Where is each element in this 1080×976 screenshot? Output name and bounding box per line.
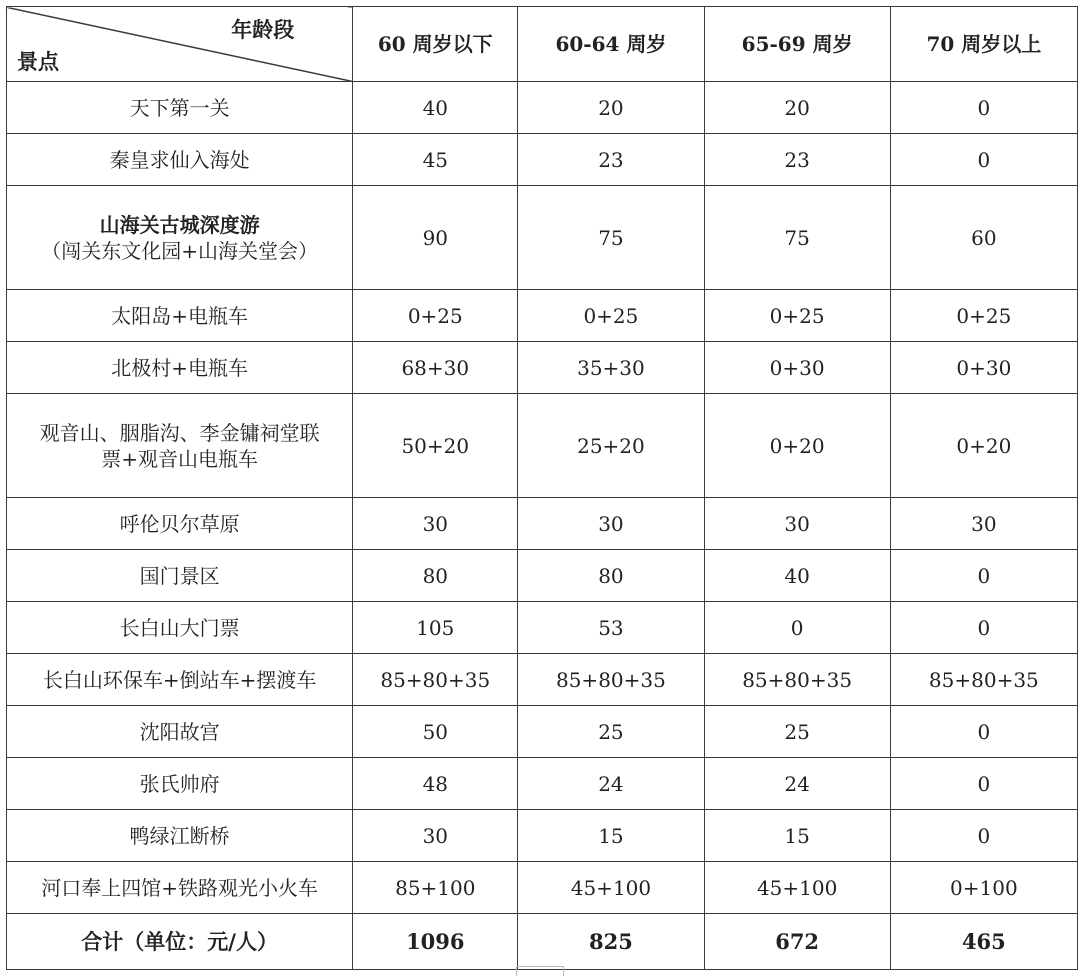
price-cell: 20	[704, 82, 890, 134]
column-header-60-64: 60-64 周岁	[518, 7, 704, 82]
spot-name: 天下第一关	[7, 82, 353, 134]
header-row	[7, 7, 1078, 82]
spot-name: 太阳岛+电瓶车	[7, 290, 353, 342]
price-cell: 45+100	[704, 862, 890, 914]
price-cell: 35+30	[518, 342, 704, 394]
spot-name-line2: 票+观音山电瓶车	[101, 446, 258, 471]
table-row	[7, 862, 1078, 914]
spot-name: 呼伦贝尔草原	[7, 498, 353, 550]
spot-name: 张氏帅府	[7, 758, 353, 810]
price-cell: 68+30	[353, 342, 518, 394]
price-cell: 105	[353, 602, 518, 654]
column-header-over-70: 70 周岁以上	[890, 7, 1077, 82]
price-cell: 53	[518, 602, 704, 654]
total-row	[7, 914, 1078, 970]
price-cell: 85+80+35	[890, 654, 1077, 706]
total-value: 465	[890, 914, 1077, 970]
price-cell: 0	[890, 706, 1077, 758]
table-row	[7, 810, 1078, 862]
price-cell: 0+25	[518, 290, 704, 342]
table-row	[7, 82, 1078, 134]
price-cell: 50+20	[353, 394, 518, 498]
price-cell: 85+80+35	[518, 654, 704, 706]
spot-name: 长白山环保车+倒站车+摆渡车	[7, 654, 353, 706]
price-cell: 0+25	[890, 290, 1077, 342]
table-row	[7, 654, 1078, 706]
age-group-label: 年龄段	[231, 17, 295, 42]
price-cell: 48	[353, 758, 518, 810]
price-cell: 85+80+35	[704, 654, 890, 706]
price-cell: 0	[890, 82, 1077, 134]
spot-name: 鸭绿江断桥	[7, 810, 353, 862]
table-row	[7, 550, 1078, 602]
spot-label: 景点	[17, 49, 59, 74]
price-cell: 75	[704, 186, 890, 290]
price-cell: 90	[353, 186, 518, 290]
spot-name: 北极村+电瓶车	[7, 342, 353, 394]
price-cell: 25	[704, 706, 890, 758]
price-cell: 0	[890, 134, 1077, 186]
price-cell: 75	[518, 186, 704, 290]
price-cell: 0	[704, 602, 890, 654]
spot-name: 国门景区	[7, 550, 353, 602]
price-cell: 0+30	[704, 342, 890, 394]
table-row	[7, 134, 1078, 186]
table-row	[7, 706, 1078, 758]
price-cell: 30	[353, 810, 518, 862]
price-cell: 85+80+35	[353, 654, 518, 706]
diagonal-header-cell	[7, 7, 353, 82]
total-value: 825	[518, 914, 704, 970]
table-row	[7, 342, 1078, 394]
price-cell: 80	[353, 550, 518, 602]
price-cell: 15	[518, 810, 704, 862]
table-row	[7, 498, 1078, 550]
price-cell: 0+20	[890, 394, 1077, 498]
spot-name: 沈阳故宫	[7, 706, 353, 758]
price-cell: 0+100	[890, 862, 1077, 914]
spot-name: 秦皇求仙入海处	[7, 134, 353, 186]
price-cell: 30	[353, 498, 518, 550]
price-cell: 85+100	[353, 862, 518, 914]
price-cell: 0	[890, 602, 1077, 654]
price-cell: 40	[704, 550, 890, 602]
price-cell: 0+30	[890, 342, 1077, 394]
column-header-65-69: 65-69 周岁	[704, 7, 890, 82]
price-cell: 15	[704, 810, 890, 862]
price-cell: 60	[890, 186, 1077, 290]
column-header-under-60: 60 周岁以下	[353, 7, 518, 82]
price-cell: 23	[518, 134, 704, 186]
price-cell: 80	[518, 550, 704, 602]
price-cell: 25+20	[518, 394, 704, 498]
table-row	[7, 602, 1078, 654]
price-cell: 30	[704, 498, 890, 550]
spot-name	[7, 394, 353, 498]
price-cell: 0	[890, 810, 1077, 862]
price-cell: 0+25	[704, 290, 890, 342]
total-value: 1096	[353, 914, 518, 970]
price-cell: 50	[353, 706, 518, 758]
price-cell: 0	[890, 550, 1077, 602]
price-cell: 0+20	[704, 394, 890, 498]
price-cell: 24	[704, 758, 890, 810]
spot-name: 长白山大门票	[7, 602, 353, 654]
price-cell: 0+25	[353, 290, 518, 342]
table-row	[7, 758, 1078, 810]
price-cell: 40	[353, 82, 518, 134]
total-value: 672	[704, 914, 890, 970]
table-row	[7, 186, 1078, 290]
table-row	[7, 394, 1078, 498]
table-row	[7, 290, 1078, 342]
price-cell: 24	[518, 758, 704, 810]
price-table	[6, 6, 1078, 970]
price-cell: 25	[518, 706, 704, 758]
price-cell: 45	[353, 134, 518, 186]
price-cell: 30	[518, 498, 704, 550]
price-cell: 45+100	[518, 862, 704, 914]
spot-name-line1: 山海关古城深度游	[99, 212, 260, 237]
price-cell: 30	[890, 498, 1077, 550]
price-cell: 23	[704, 134, 890, 186]
spot-name	[7, 186, 353, 290]
price-cell: 20	[518, 82, 704, 134]
spot-name: 河口奉上四馆+铁路观光小火车	[7, 862, 353, 914]
total-label: 合计（单位：元/人）	[7, 914, 353, 970]
price-cell: 0	[890, 758, 1077, 810]
spot-name-line2: （闯关东文化园+山海关堂会）	[41, 238, 318, 263]
spot-name-line1: 观音山、胭脂沟、李金镛祠堂联	[39, 420, 320, 445]
